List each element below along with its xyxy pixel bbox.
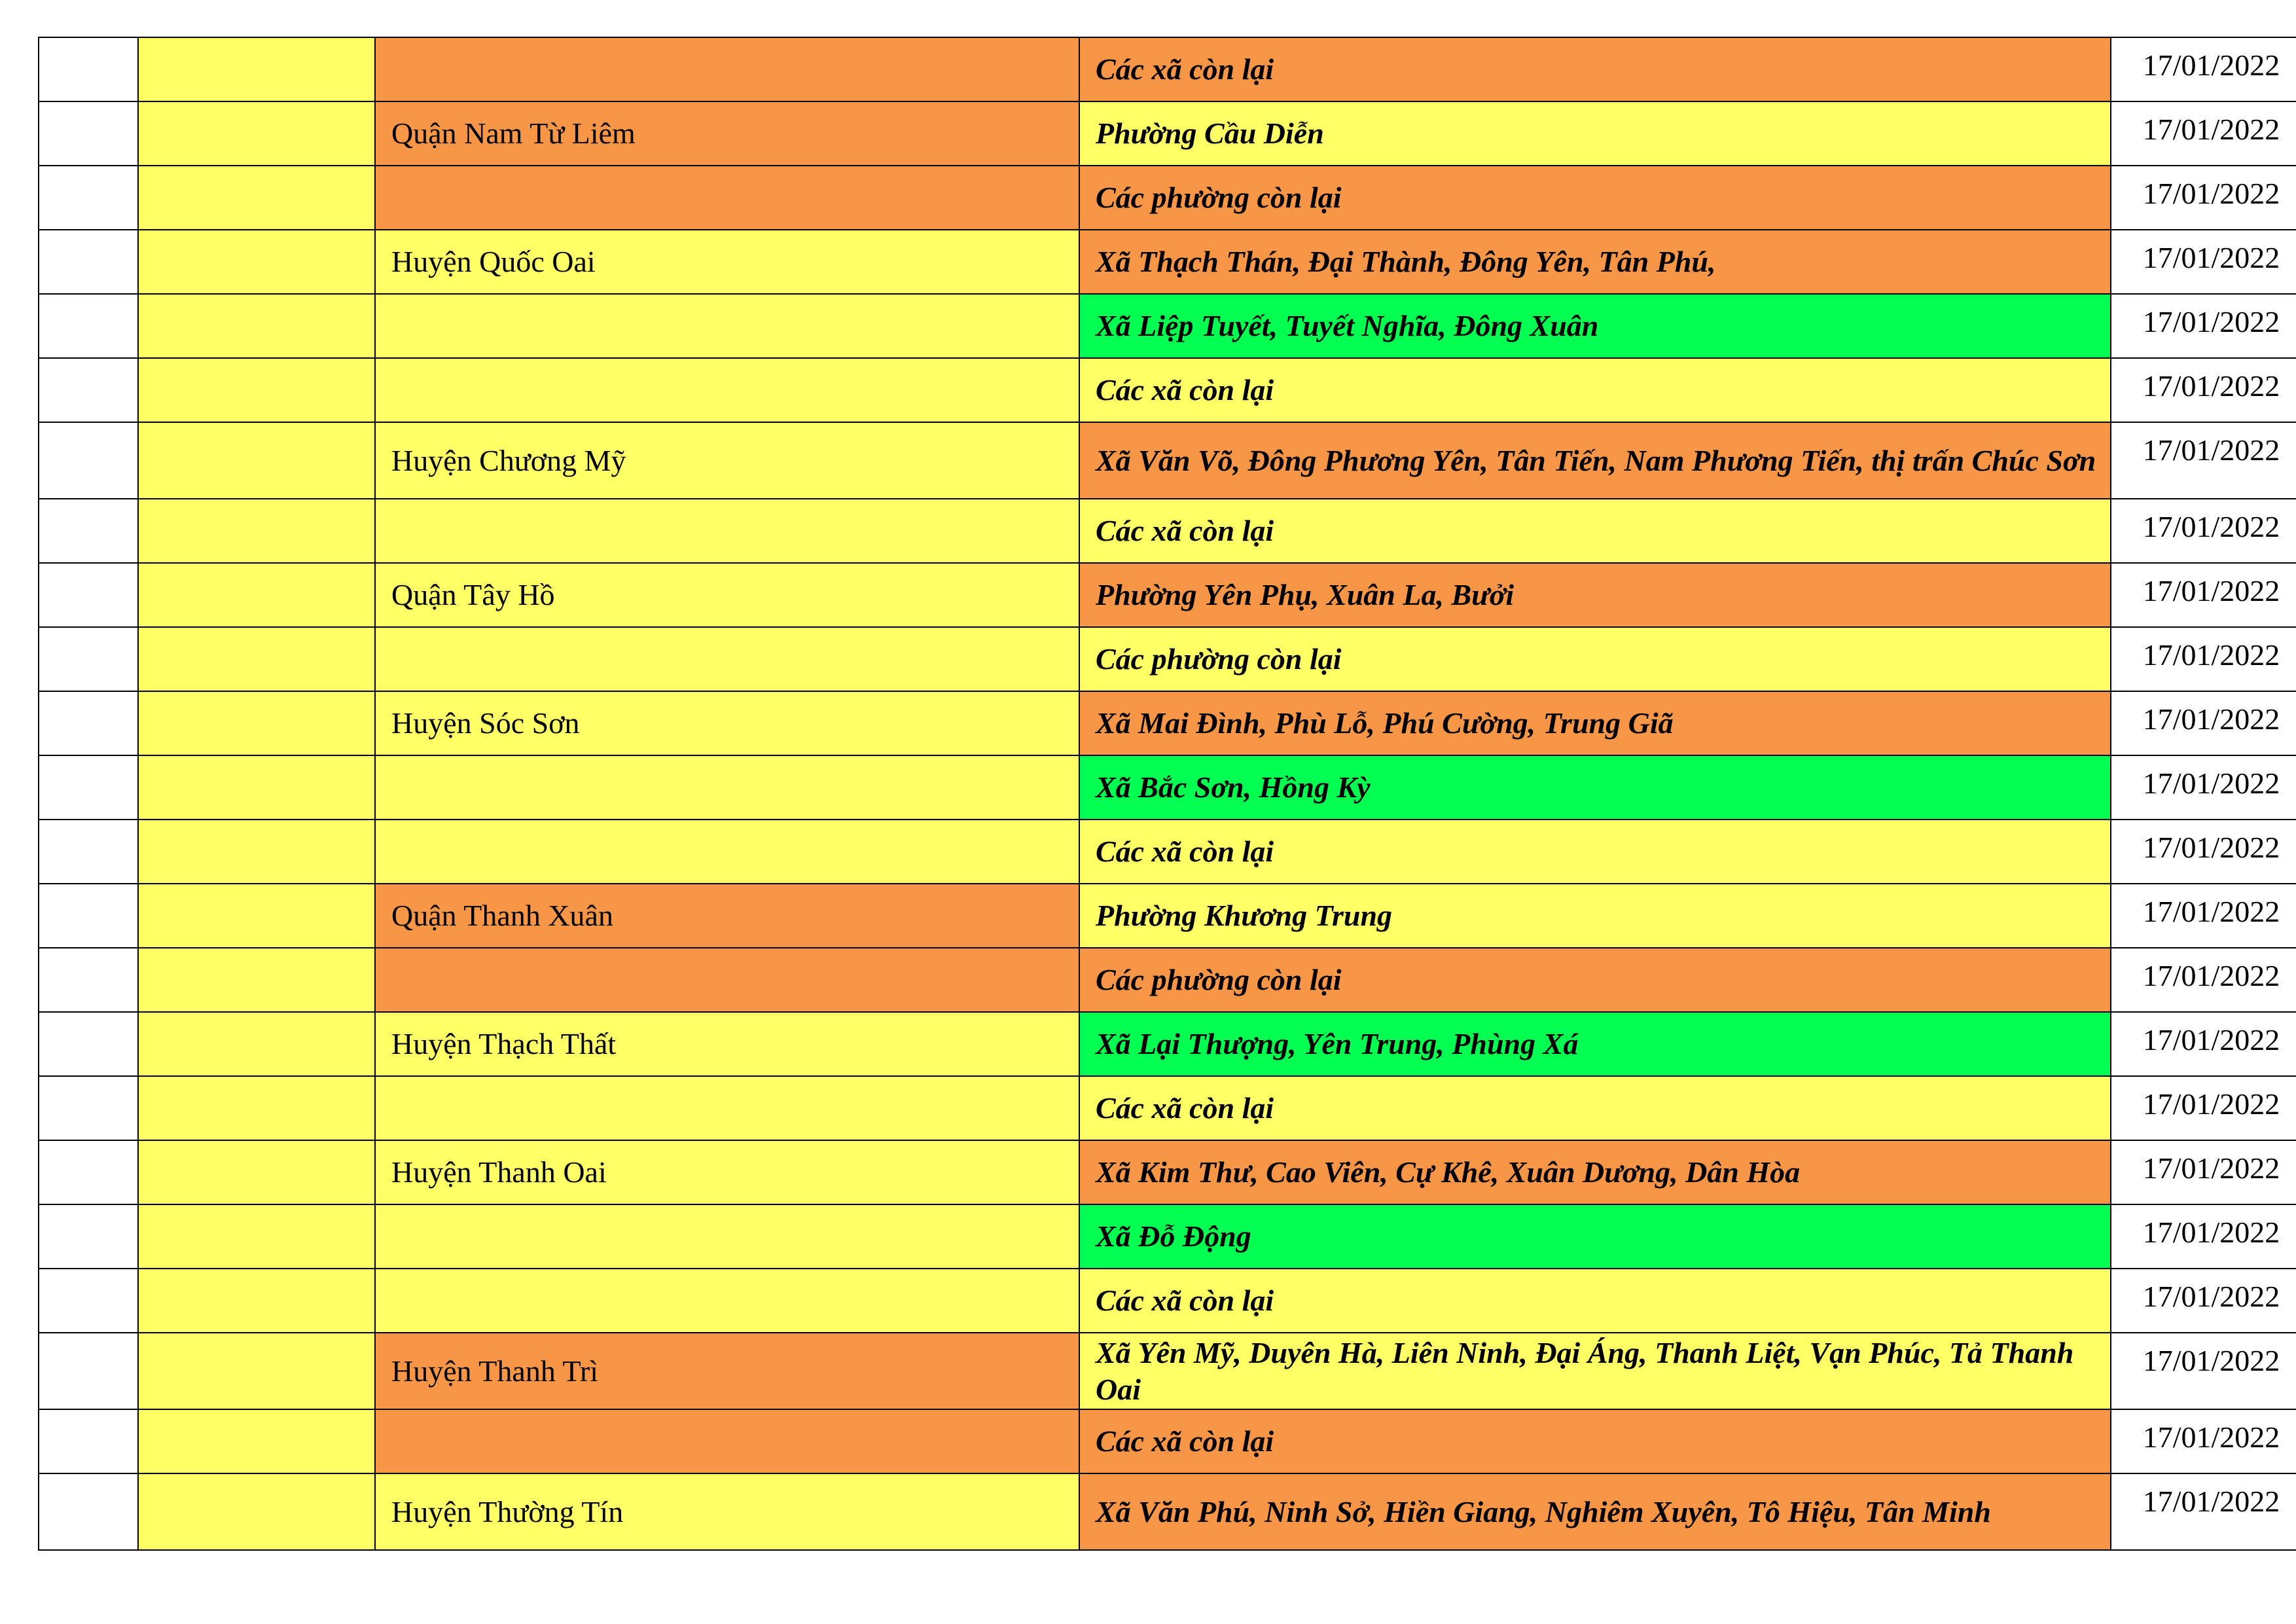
ward-cell: Các xã còn lại xyxy=(1079,358,2111,422)
row-number-cell xyxy=(39,422,138,499)
district-cell xyxy=(375,1076,1079,1140)
ward-cell: Xã Văn Võ, Đông Phương Yên, Tân Tiến, Nam Phương Tiến, thị trấn Chúc Sơn xyxy=(1079,422,2111,499)
ward-cell: Các xã còn lại xyxy=(1079,37,2111,101)
city-level-cell xyxy=(138,422,375,499)
table-row xyxy=(39,230,2296,294)
table-row xyxy=(39,1269,2296,1333)
ward-cell: Các phường còn lại xyxy=(1079,166,2111,230)
table-row xyxy=(39,166,2296,230)
ward-cell: Xã Liệp Tuyết, Tuyết Nghĩa, Đông Xuân xyxy=(1079,294,2111,358)
city-level-cell xyxy=(138,691,375,755)
row-number-cell xyxy=(39,1473,138,1550)
ward-cell: Xã Văn Phú, Ninh Sở, Hiền Giang, Nghiêm Xuyên, Tô Hiệu, Tân Minh xyxy=(1079,1473,2111,1550)
row-number-cell xyxy=(39,37,138,101)
row-number-cell xyxy=(39,884,138,948)
date-cell: 17/01/2022 xyxy=(2111,422,2296,499)
table-row xyxy=(39,294,2296,358)
table-row xyxy=(39,884,2296,948)
table-row xyxy=(39,1140,2296,1204)
city-level-cell xyxy=(138,230,375,294)
district-cell: Huyện Thanh Oai xyxy=(375,1140,1079,1204)
table-body xyxy=(39,37,2296,1550)
table-row xyxy=(39,37,2296,101)
city-level-cell xyxy=(138,1076,375,1140)
city-level-cell xyxy=(138,627,375,691)
district-cell xyxy=(375,358,1079,422)
date-cell: 17/01/2022 xyxy=(2111,1076,2296,1140)
table-row xyxy=(39,691,2296,755)
table-row xyxy=(39,1012,2296,1076)
table-row xyxy=(39,563,2296,627)
table-row xyxy=(39,101,2296,166)
date-cell: 17/01/2022 xyxy=(2111,1269,2296,1333)
district-cell xyxy=(375,948,1079,1012)
row-number-cell xyxy=(39,1269,138,1333)
district-cell xyxy=(375,1409,1079,1473)
table-row xyxy=(39,422,2296,499)
date-cell: 17/01/2022 xyxy=(2111,820,2296,884)
city-level-cell xyxy=(138,755,375,820)
date-cell: 17/01/2022 xyxy=(2111,691,2296,755)
district-cell xyxy=(375,166,1079,230)
district-cell: Huyện Thạch Thất xyxy=(375,1012,1079,1076)
date-cell: 17/01/2022 xyxy=(2111,1409,2296,1473)
city-level-cell xyxy=(138,101,375,166)
row-number-cell xyxy=(39,755,138,820)
row-number-cell xyxy=(39,101,138,166)
ward-cell: Các xã còn lại xyxy=(1079,820,2111,884)
row-number-cell xyxy=(39,1204,138,1269)
city-level-cell xyxy=(138,1140,375,1204)
row-number-cell xyxy=(39,1333,138,1409)
city-level-cell xyxy=(138,294,375,358)
district-cell xyxy=(375,755,1079,820)
table-row xyxy=(39,499,2296,563)
district-cell: Huyện Thường Tín xyxy=(375,1473,1079,1550)
row-number-cell xyxy=(39,294,138,358)
date-cell: 17/01/2022 xyxy=(2111,294,2296,358)
table-row xyxy=(39,1409,2296,1473)
ward-cell: Các phường còn lại xyxy=(1079,627,2111,691)
ward-cell: Xã Kim Thư, Cao Viên, Cự Khê, Xuân Dương, Dân Hòa xyxy=(1079,1140,2111,1204)
row-number-cell xyxy=(39,1012,138,1076)
ward-cell: Các xã còn lại xyxy=(1079,499,2111,563)
row-number-cell xyxy=(39,627,138,691)
row-number-cell xyxy=(39,820,138,884)
table-row xyxy=(39,627,2296,691)
row-number-cell xyxy=(39,1140,138,1204)
table-row xyxy=(39,358,2296,422)
city-level-cell xyxy=(138,884,375,948)
table-row xyxy=(39,1204,2296,1269)
date-cell: 17/01/2022 xyxy=(2111,101,2296,166)
ward-cell: Phường Cầu Diễn xyxy=(1079,101,2111,166)
ward-cell: Các xã còn lại xyxy=(1079,1269,2111,1333)
table-row xyxy=(39,755,2296,820)
date-cell: 17/01/2022 xyxy=(2111,37,2296,101)
district-cell xyxy=(375,1269,1079,1333)
table-row xyxy=(39,1473,2296,1550)
date-cell: 17/01/2022 xyxy=(2111,1204,2296,1269)
district-cell: Huyện Quốc Oai xyxy=(375,230,1079,294)
table-row xyxy=(39,948,2296,1012)
ward-cell: Xã Thạch Thán, Đại Thành, Đông Yên, Tân Phú, xyxy=(1079,230,2111,294)
zone-risk-table xyxy=(38,37,2296,1551)
date-cell: 17/01/2022 xyxy=(2111,755,2296,820)
district-cell xyxy=(375,627,1079,691)
district-cell xyxy=(375,499,1079,563)
table-row xyxy=(39,1076,2296,1140)
ward-cell: Các xã còn lại xyxy=(1079,1409,2111,1473)
date-cell: 17/01/2022 xyxy=(2111,230,2296,294)
ward-cell: Xã Đỗ Động xyxy=(1079,1204,2111,1269)
city-level-cell xyxy=(138,358,375,422)
date-cell: 17/01/2022 xyxy=(2111,1012,2296,1076)
row-number-cell xyxy=(39,1076,138,1140)
district-cell: Huyện Thanh Trì xyxy=(375,1333,1079,1409)
row-number-cell xyxy=(39,230,138,294)
ward-cell: Phường Khương Trung xyxy=(1079,884,2111,948)
ward-cell: Xã Bắc Sơn, Hồng Kỳ xyxy=(1079,755,2111,820)
date-cell: 17/01/2022 xyxy=(2111,1473,2296,1550)
city-level-cell xyxy=(138,1473,375,1550)
ward-cell: Xã Yên Mỹ, Duyên Hà, Liên Ninh, Đại Áng, Thanh Liệt, Vạn Phúc, Tả Thanh Oai xyxy=(1079,1333,2111,1409)
row-number-cell xyxy=(39,499,138,563)
city-level-cell xyxy=(138,37,375,101)
district-cell xyxy=(375,294,1079,358)
city-level-cell xyxy=(138,563,375,627)
ward-cell: Phường Yên Phụ, Xuân La, Bưởi xyxy=(1079,563,2111,627)
date-cell: 17/01/2022 xyxy=(2111,627,2296,691)
table-row xyxy=(39,1333,2296,1409)
city-level-cell xyxy=(138,1333,375,1409)
date-cell: 17/01/2022 xyxy=(2111,1140,2296,1204)
date-cell: 17/01/2022 xyxy=(2111,948,2296,1012)
city-level-cell xyxy=(138,1204,375,1269)
district-cell: Huyện Chương Mỹ xyxy=(375,422,1079,499)
district-cell xyxy=(375,820,1079,884)
city-level-cell xyxy=(138,1012,375,1076)
ward-cell: Các phường còn lại xyxy=(1079,948,2111,1012)
date-cell: 17/01/2022 xyxy=(2111,166,2296,230)
ward-cell: Xã Mai Đình, Phù Lỗ, Phú Cường, Trung Giã xyxy=(1079,691,2111,755)
district-cell xyxy=(375,37,1079,101)
city-level-cell xyxy=(138,1269,375,1333)
row-number-cell xyxy=(39,358,138,422)
city-level-cell xyxy=(138,948,375,1012)
row-number-cell xyxy=(39,948,138,1012)
city-level-cell xyxy=(138,166,375,230)
table-row xyxy=(39,820,2296,884)
date-cell: 17/01/2022 xyxy=(2111,884,2296,948)
district-cell: Huyện Sóc Sơn xyxy=(375,691,1079,755)
row-number-cell xyxy=(39,1409,138,1473)
city-level-cell xyxy=(138,499,375,563)
row-number-cell xyxy=(39,563,138,627)
ward-cell: Xã Lại Thượng, Yên Trung, Phùng Xá xyxy=(1079,1012,2111,1076)
date-cell: 17/01/2022 xyxy=(2111,358,2296,422)
row-number-cell xyxy=(39,691,138,755)
city-level-cell xyxy=(138,1409,375,1473)
date-cell: 17/01/2022 xyxy=(2111,499,2296,563)
district-cell: Quận Tây Hồ xyxy=(375,563,1079,627)
district-cell: Quận Thanh Xuân xyxy=(375,884,1079,948)
ward-cell: Các xã còn lại xyxy=(1079,1076,2111,1140)
row-number-cell xyxy=(39,166,138,230)
date-cell: 17/01/2022 xyxy=(2111,563,2296,627)
district-cell: Quận Nam Từ Liêm xyxy=(375,101,1079,166)
district-cell xyxy=(375,1204,1079,1269)
city-level-cell xyxy=(138,820,375,884)
date-cell: 17/01/2022 xyxy=(2111,1333,2296,1409)
